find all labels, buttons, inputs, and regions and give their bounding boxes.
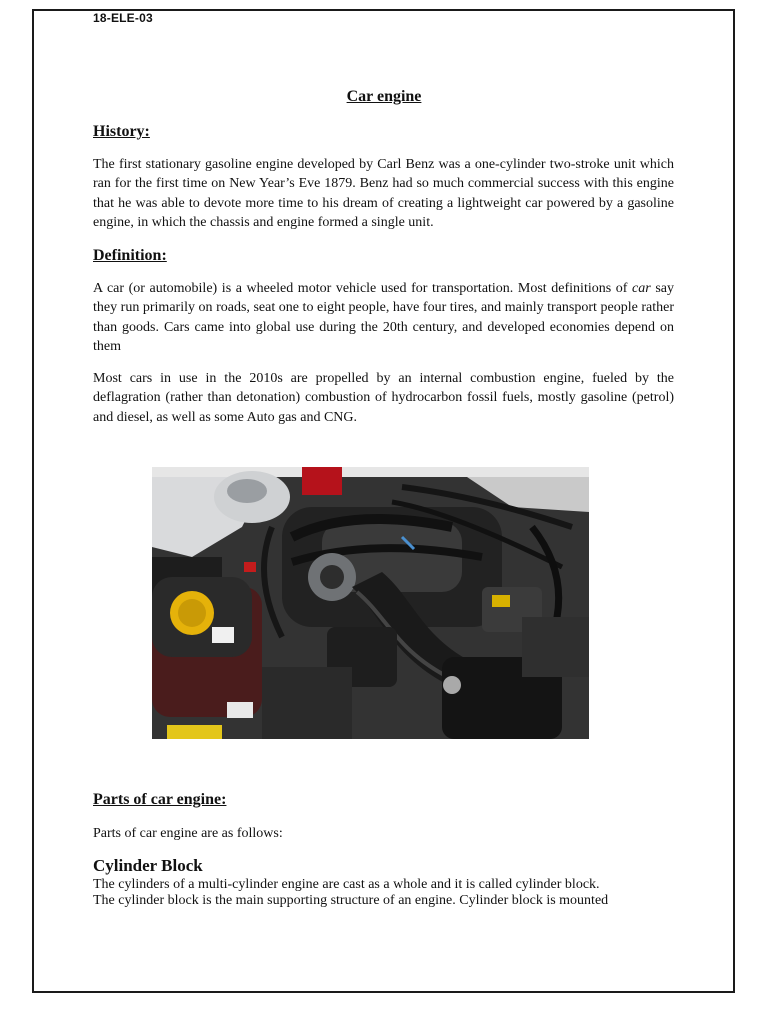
definition-paragraph-2: Most cars in use in the 2010s are propelled by an internal combustion engine, fueled by the deflagration (rather than detonation) combustion of hydrocarbon fossil fuels, mostly gasoline (petrol) and diesel, as well as some Auto gas and CNG. bbox=[93, 371, 674, 425]
page-title: Car engine bbox=[346, 88, 422, 105]
history-paragraph: The first stationary gasoline engine developed by Carl Benz was a one-cylinder two-stroke unit which ran for the first time on New Year’s Eve 1879. Benz had so much commercial success with this engine that he was able to devote more time to his dream of creating a lightweight car powered by a gasoline engine, in which the chassis and engine formed a single unit. bbox=[93, 157, 674, 231]
engine-photo bbox=[152, 467, 589, 739]
definition-italic-car: car bbox=[632, 281, 651, 296]
definition-text-start: A car (or automobile) is a wheeled motor vehicle used for transportation. Most definitions of bbox=[93, 281, 633, 296]
cylinder-block-heading: Cylinder Block bbox=[93, 856, 203, 875]
parts-heading: Parts of car engine: bbox=[93, 791, 227, 808]
cylinder-block-line-1: The cylinders of a multi-cylinder engine are cast as a whole and it is called cylinder block. bbox=[93, 877, 600, 892]
definition-heading: Definition: bbox=[93, 247, 167, 264]
cylinder-block-line-2: The cylinder block is the main supporting structure of an engine. Cylinder block is mounted bbox=[93, 893, 609, 908]
document-code: 18-ELE-03 bbox=[93, 11, 153, 25]
history-heading: History: bbox=[93, 123, 150, 140]
parts-intro: Parts of car engine are as follows: bbox=[93, 826, 283, 841]
definition-text-end: say they run primarily on roads, seat one to eight people, have four tires, and mainly transport people rather than goods. Cars came into global use during the 20th century, and developed economies depend on them bbox=[93, 281, 674, 355]
definition-paragraph-1 bbox=[93, 279, 674, 357]
